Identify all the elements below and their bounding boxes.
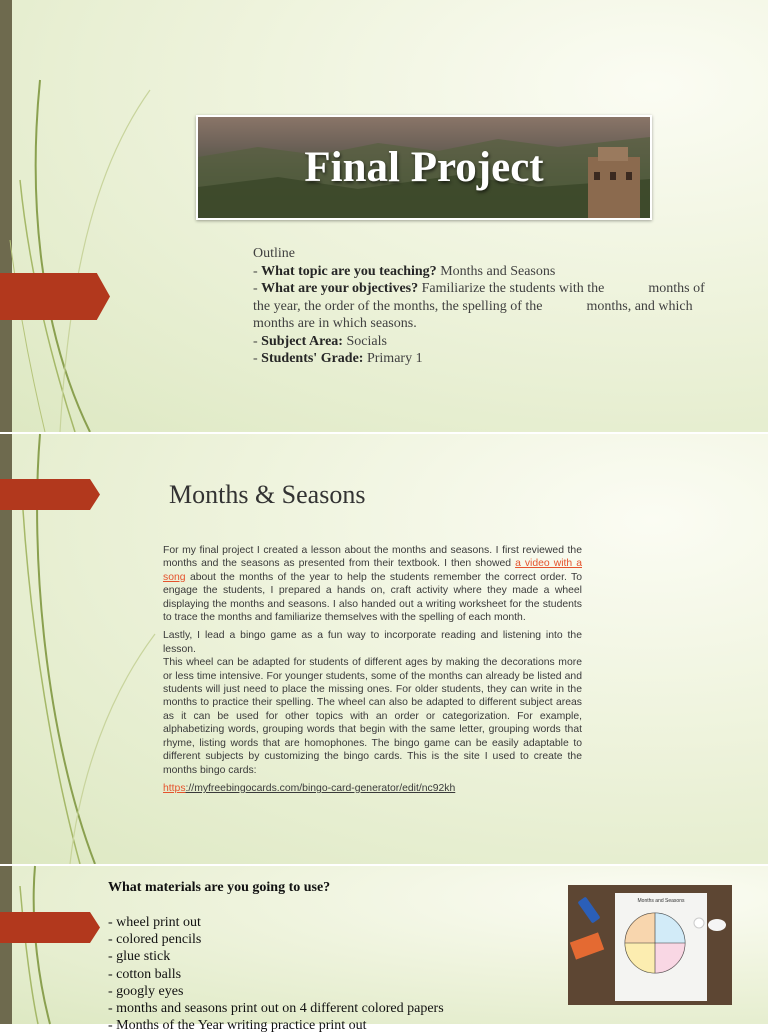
cotton-balls-image	[708, 919, 726, 931]
outline-subject-line: - Subject Area: Socials	[253, 333, 387, 349]
materials-list	[108, 914, 444, 1034]
slide-edge-bar	[0, 0, 12, 432]
slide-1	[0, 0, 768, 432]
list-item: - wheel print out	[108, 915, 201, 930]
glue-stick-image	[577, 896, 600, 923]
video-link[interactable]: a video with a song	[163, 558, 582, 583]
bingo-url-link[interactable]: https://myfreebingocards.com/bingo-card-generator/edit/nc92kh	[163, 782, 456, 794]
outline-heading: Outline	[253, 246, 295, 261]
list-item: - glue stick	[108, 949, 171, 965]
slide-3	[0, 866, 768, 1034]
list-item: - colored pencils	[108, 932, 202, 948]
paragraph-2: Lastly, I lead a bingo game as a fun way to incorporate reading and listening into the lesson. This wheel can be adapted for students of different ages by making the decorations more or less time intensive. For younger students, some of the months can already be listed and students will just need to place the missing ones. For older students, they can write in the months to practice their spelling. The wheel can also be adapted to different subject areas as it can be used for other topics with an order or categorization. For example, alphabetizing words, grouping words that begin with the same letter, grouping words that rhyme, listing words that are homophones. The bingo game can be easily adaptable to different subjects by customizing the bingo cards. This is the site I used to create the months bingo cards:	[163, 630, 582, 776]
outline-text	[253, 245, 723, 368]
decorative-curves	[0, 0, 160, 432]
list-item: - cotton balls	[108, 966, 182, 982]
list-item: - months and seasons print out on 4 different colored papers	[108, 1001, 444, 1017]
slide-edge-bar	[0, 866, 12, 1024]
materials-photo	[568, 885, 732, 1005]
wheel-worksheet	[615, 893, 707, 1001]
list-item: - googly eyes	[108, 983, 184, 999]
list-item: - Months of the Year writing practice print out	[108, 1018, 367, 1034]
worksheet-title: Months and Seasons	[637, 898, 685, 904]
title-banner	[196, 115, 652, 220]
slide-title: Final Project	[304, 144, 544, 191]
slide-title: Months & Seasons	[169, 480, 366, 509]
slide-arrow-marker	[0, 912, 100, 943]
outline-objectives-line: - What are your objectives? Familiarize the students with the months of the year, the order of the months, the spelling of the months, and which months are in which seasons.	[253, 281, 705, 331]
slide-arrow-marker	[0, 273, 110, 320]
outline-grade-line: - Students' Grade: Primary 1	[253, 351, 423, 366]
slide-body-text	[163, 544, 582, 800]
slide-2	[0, 434, 768, 864]
season-wheel-drawing	[615, 893, 707, 1001]
materials-question: What materials are you going to use?	[108, 880, 331, 895]
outline-topic-line: - What topic are you teaching? Months and Seasons	[253, 263, 556, 279]
decorative-curves	[0, 866, 120, 1024]
slide-arrow-marker	[0, 479, 100, 510]
paragraph-1: For my final project I created a lesson about the months and seasons. I first reviewed the months and the seasons as presented from their textbook. I then showed a video with a song about the months of the year to help the students remember the correct order. To engage the students, I prepared a hands on, craft activity where they made a wheel displaying the months and seasons. I also handed out a writing worksheet for the students to trace the months and familiarize themselves with the spelling of each month.	[163, 545, 583, 624]
googly-eyes-pack-image	[570, 932, 604, 959]
